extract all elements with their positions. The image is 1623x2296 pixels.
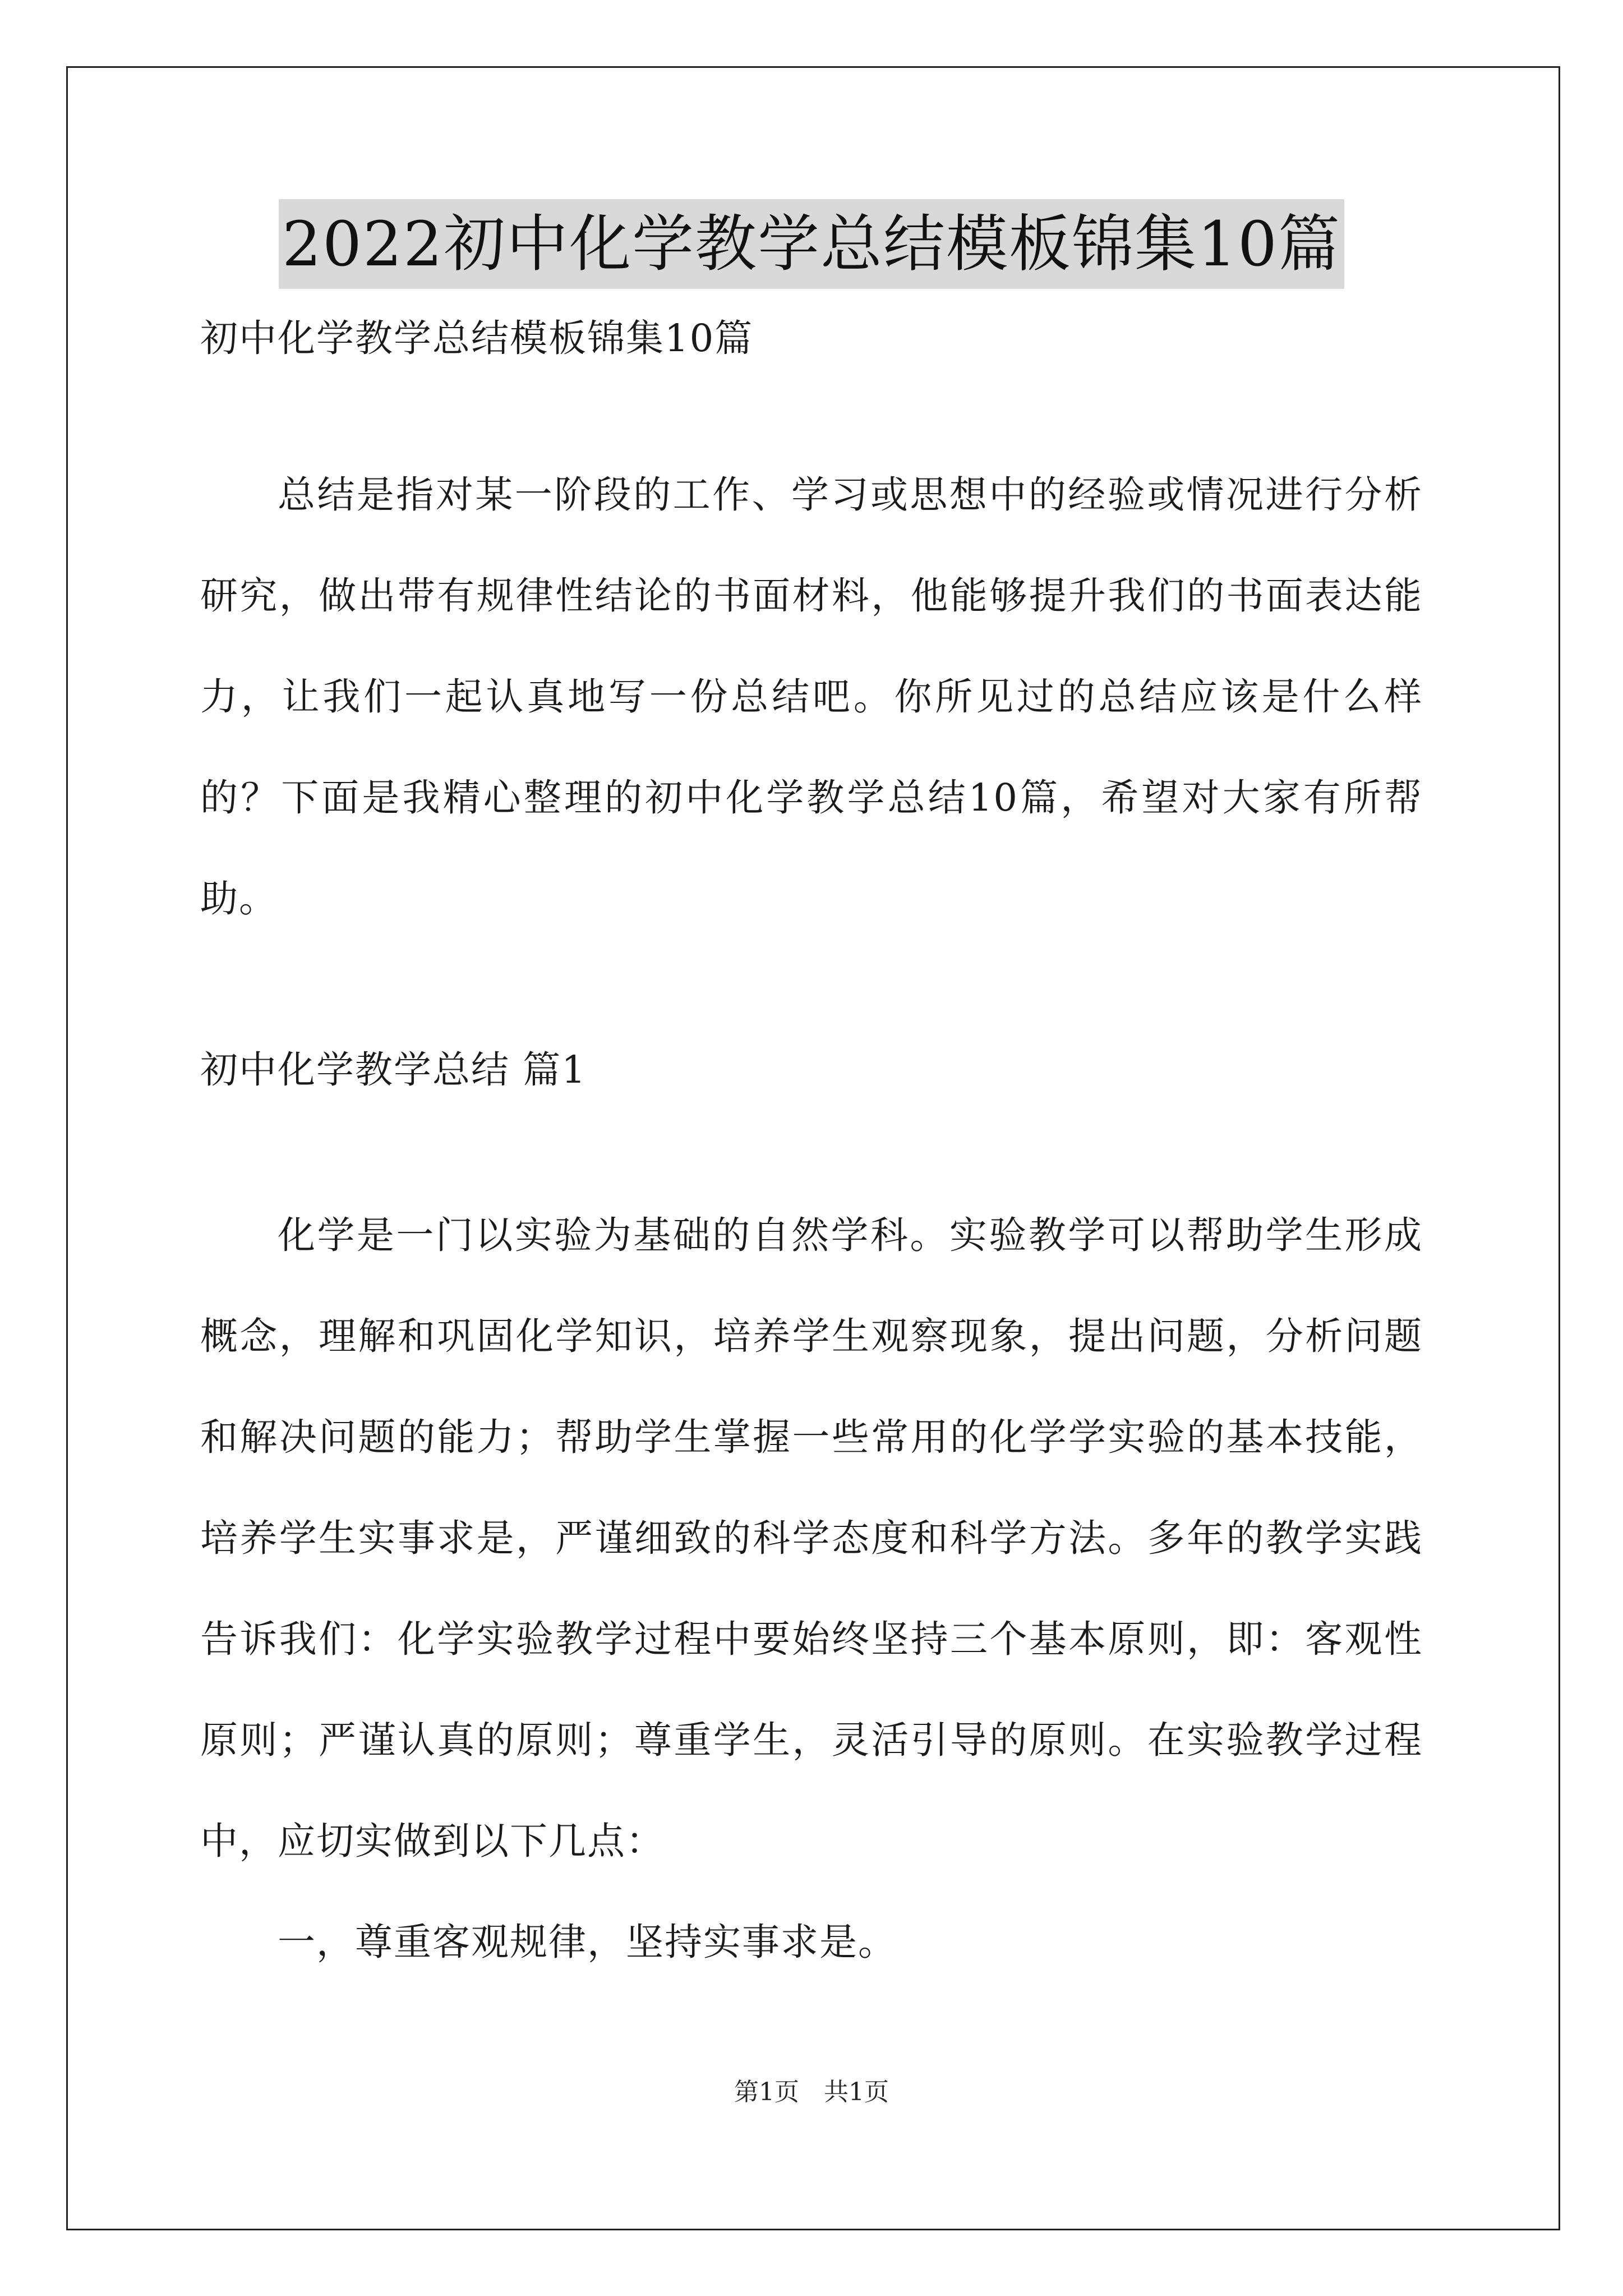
intro-section — [200, 444, 1423, 949]
section-body — [200, 1185, 1423, 1993]
section-heading: 初中化学教学总结 篇1 — [200, 1048, 587, 1092]
section-paragraph: 化学是一门以实验为基础的自然学科。实验教学可以帮助学生形成概念，理解和巩固化学知识，培养学生观察现象，提出问题，分析问题和解决问题的能力；帮助学生掌握一些常用的化学学实验的基本技能，培养学生实事求是，严谨细致的科学态度和科学方法。多年的教学实践告诉我们：化学实验教学过程中要始终坚持三个基本原则，即：客观性原则；严谨认真的原则；尊重学生，灵活引导的原则。在实验教学过程中，应切实做到以下几点： — [200, 1213, 1423, 1863]
document-title: 2022初中化学教学总结模板锦集10篇 — [279, 199, 1344, 289]
intro-paragraph: 总结是指对某一阶段的工作、学习或思想中的经验或情况进行分析研究，做出带有规律性结论的书面材料，他能够提升我们的书面表达能力，让我们一起认真地写一份总结吧。你所见过的总结应该是什么样的？下面是我精心整理的初中化学教学总结10篇，希望对大家有所帮助。 — [200, 473, 1423, 921]
document-subtitle: 初中化学教学总结模板锦集10篇 — [200, 316, 754, 360]
title-container — [0, 199, 1623, 289]
page-footer: 第1页 共1页 — [734, 2078, 889, 2106]
section-paragraph: 一，尊重客观规律，坚持实事求是。 — [278, 1920, 897, 1964]
